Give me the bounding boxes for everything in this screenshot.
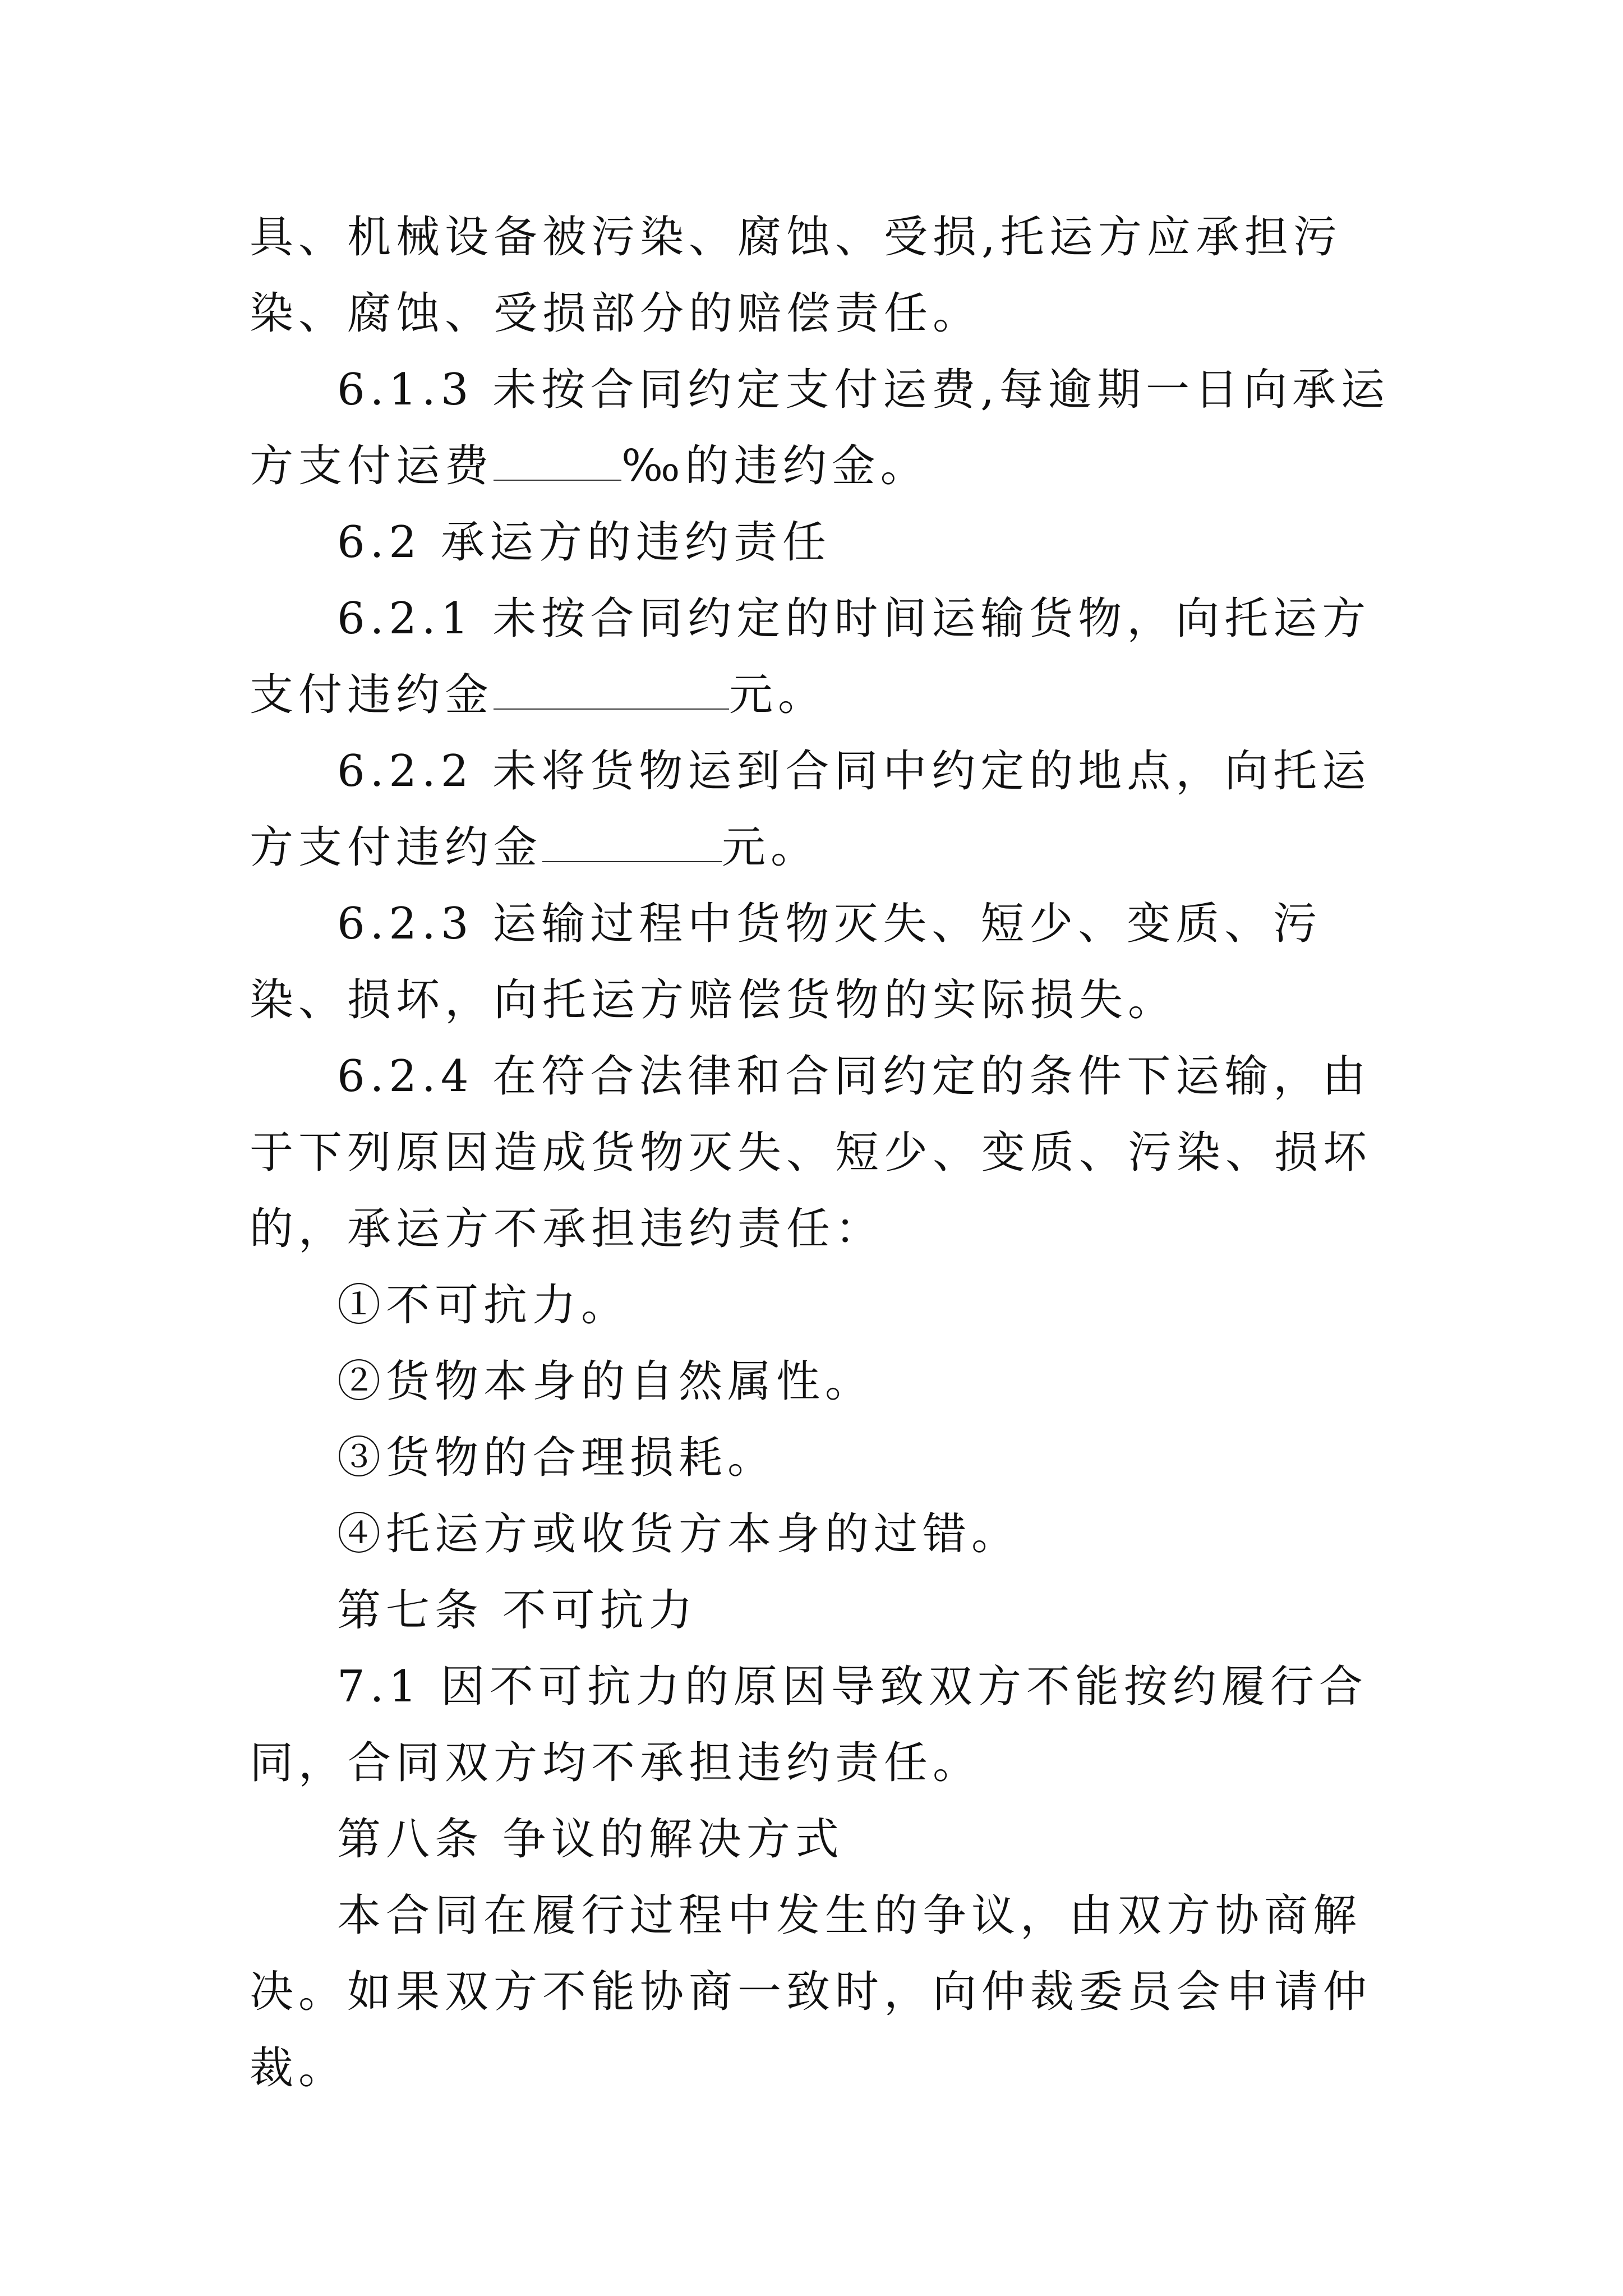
blank-line-location-penalty xyxy=(542,822,722,862)
heading-article-7: 第七条 不可抗力 xyxy=(337,1585,698,1636)
blank-line-penalty-rate xyxy=(494,440,621,481)
paragraph-6-2-4: 6.2.4 在符合法律和合同约定的条件下运输，由于下列原因造成货物灭失、短少、变质、污染、损坏的，承运方不承担违约责任： xyxy=(250,1051,1372,1254)
list-item-shipper-fault: ④托运方或收货方本身的过错。 xyxy=(337,1509,1021,1559)
paragraph-6-2-1-suffix: 元。 xyxy=(729,670,827,720)
paragraph-dispute-resolution: 本合同在履行过程中发生的争议，由双方协商解决。如果双方不能协商一致时，向仲裁委员会申请仲裁。 xyxy=(250,1890,1372,2093)
paragraph-7-1: 7.1 因不可抗力的原因导致双方不能按约履行合同，合同双方均不承担违约责任。 xyxy=(250,1662,1368,1788)
contract-text xyxy=(250,199,1391,2106)
paragraph-6-2-2 xyxy=(250,733,1391,886)
paragraph-damage-liability: 具、机械设备被污染、腐蚀、受损,托运方应承担污染、腐蚀、受损部分的赔偿责任。 xyxy=(250,212,1342,339)
list-item-reasonable-loss: ③货物的合理损耗。 xyxy=(337,1433,777,1483)
paragraph-6-2-1 xyxy=(250,581,1391,733)
list-item-force-majeure: ①不可抗力。 xyxy=(337,1280,630,1331)
paragraph-6-2-2-text: 6.2.2 未将货物运到合同中约定的地点，向托运方支付违约金 xyxy=(250,746,1371,873)
paragraph-6-2-3: 6.2.3 运输过程中货物灭失、短少、变质、污染、损坏，向托运方赔偿货物的实际损失。 xyxy=(250,899,1322,1025)
paragraph-6-1-3-suffix: ‰的违约金。 xyxy=(621,441,929,491)
heading-6-2: 6.2 承运方的违约责任 xyxy=(337,517,831,568)
blank-line-penalty-amount xyxy=(494,669,729,710)
heading-article-8: 第八条 争议的解决方式 xyxy=(337,1814,844,1865)
paragraph-6-1-3 xyxy=(250,352,1391,504)
list-item-natural-property: ②货物本身的自然属性。 xyxy=(337,1356,874,1407)
paragraph-6-2-2-suffix: 元。 xyxy=(722,822,820,873)
paragraph-6-1-3-text: 6.1.3 未按合同约定支付运费,每逾期一日向承运方支付运费 xyxy=(250,365,1390,491)
paragraph-6-2-1-text: 6.2.1 未按合同约定的时间运输货物，向托运方支付违约金 xyxy=(250,593,1371,720)
